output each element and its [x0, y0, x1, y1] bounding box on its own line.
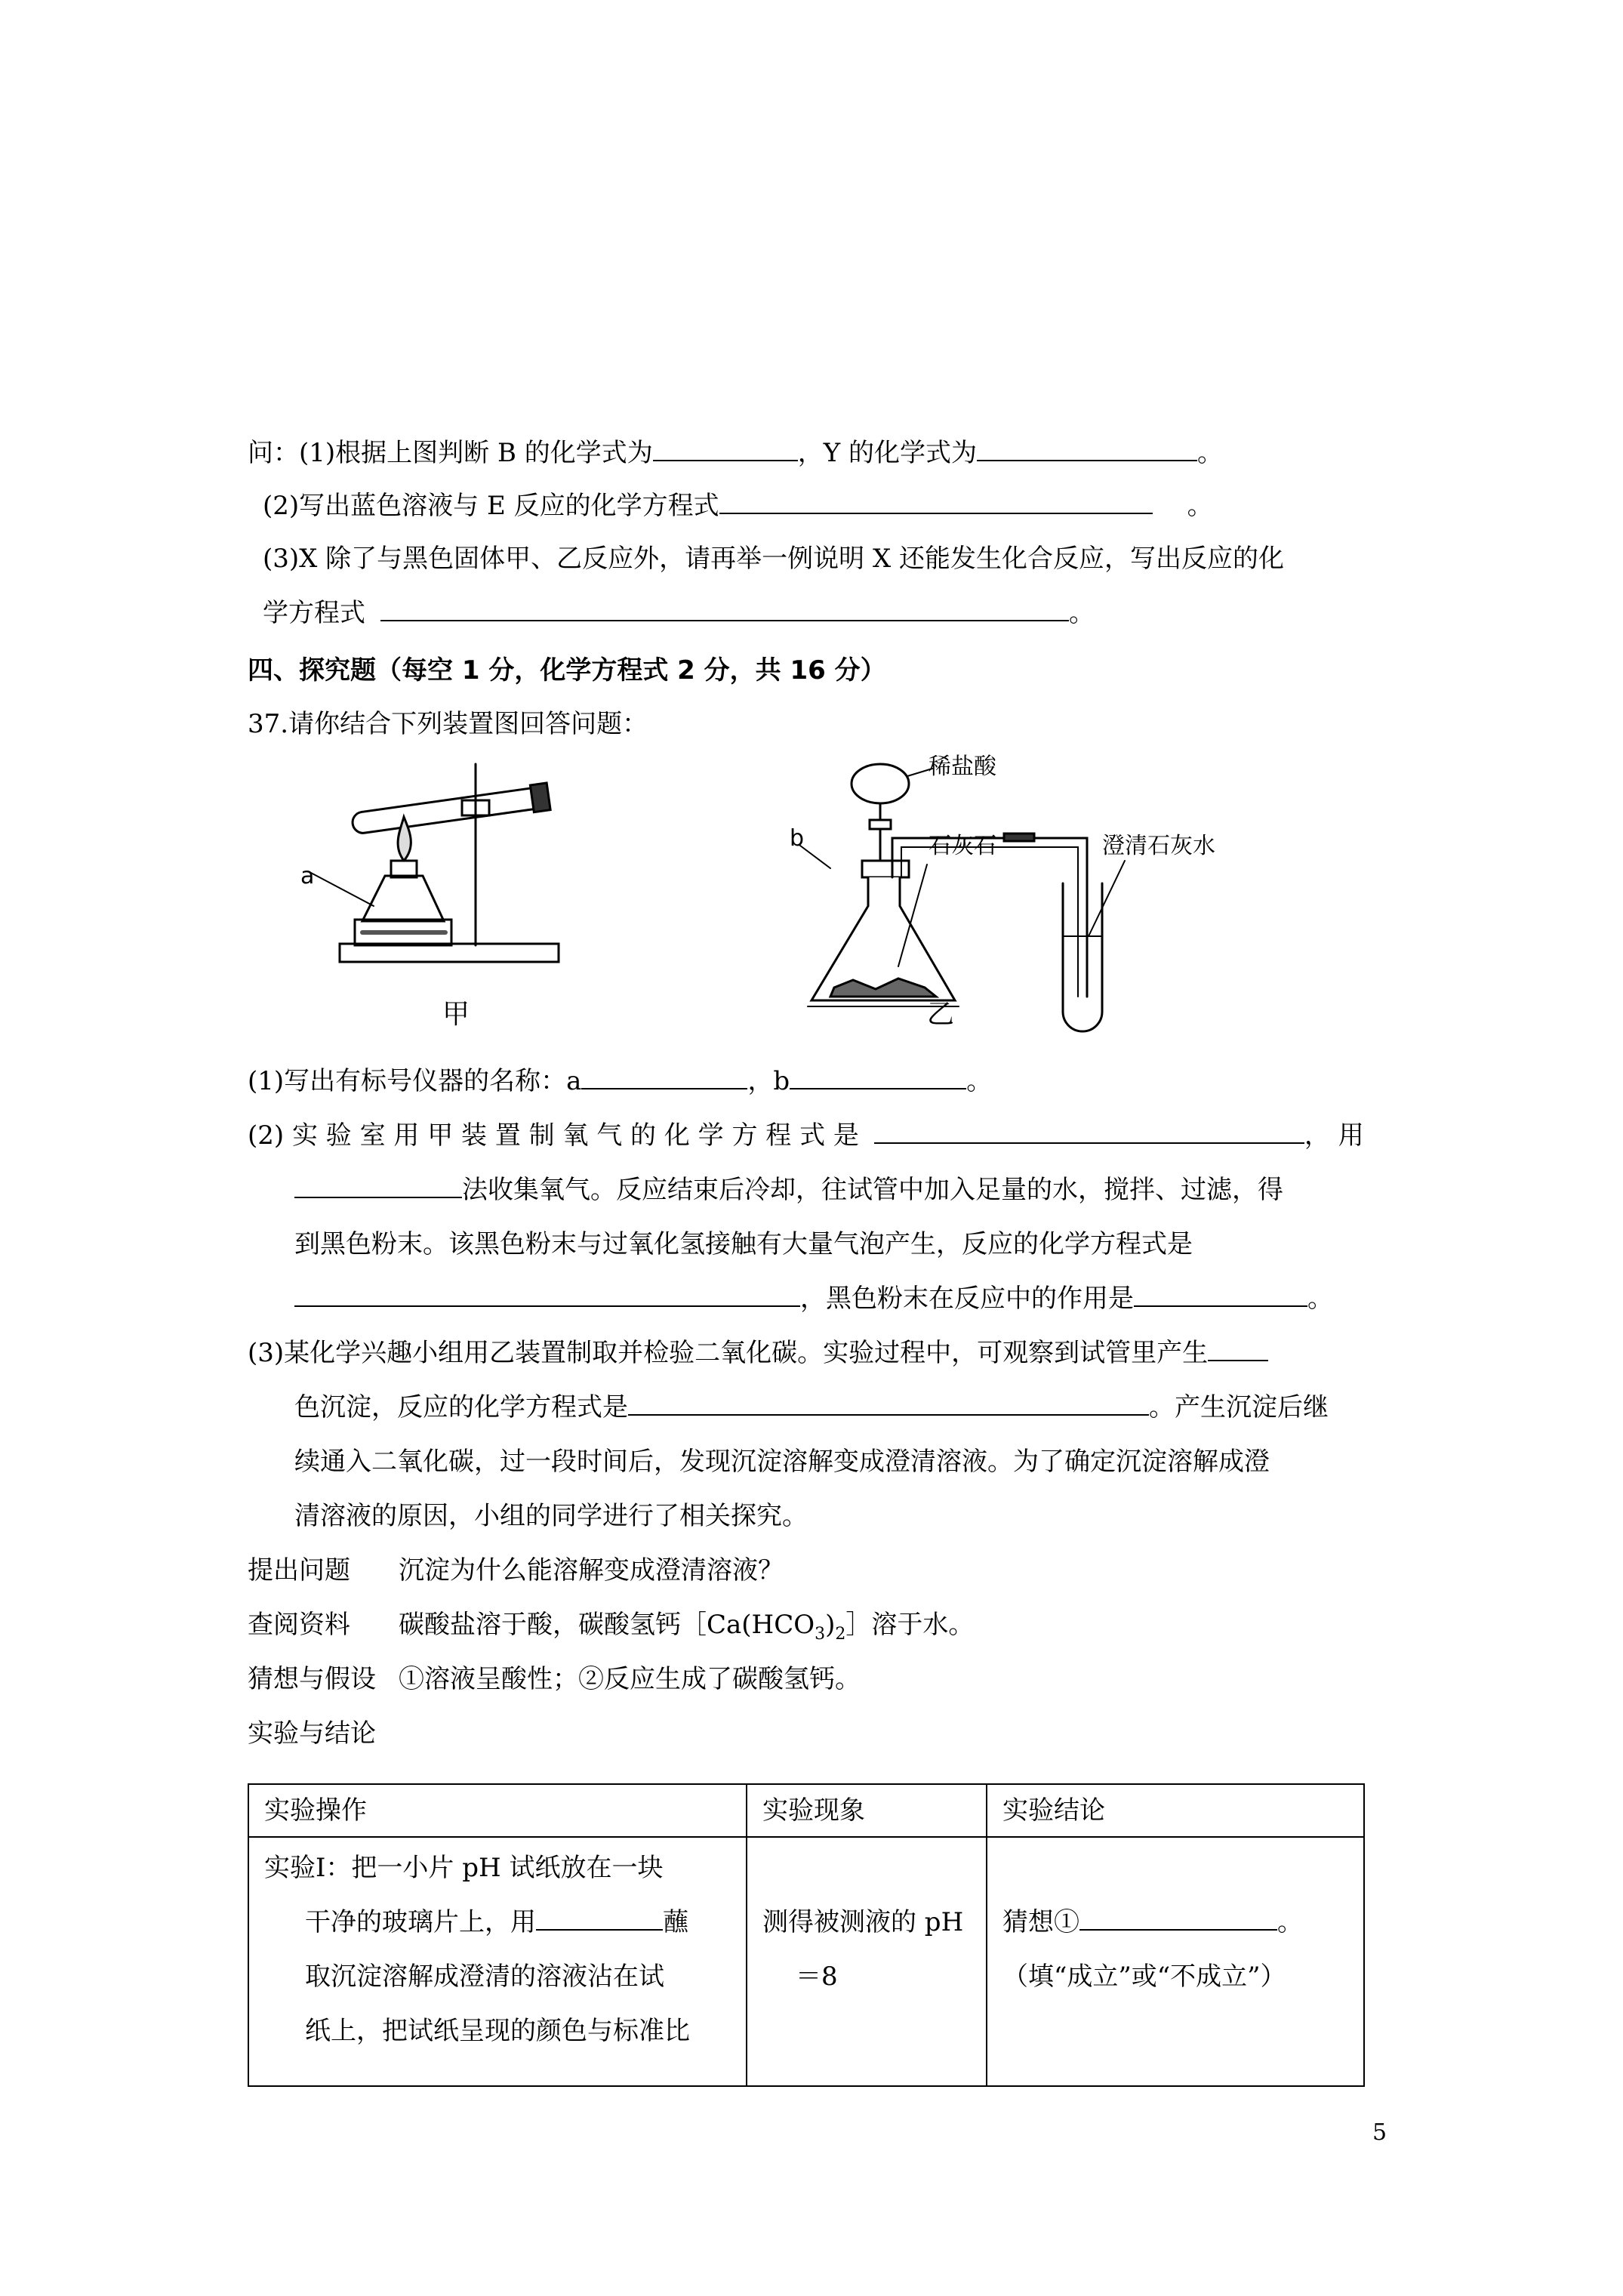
reference-info-row: 查阅资料 碳酸盐溶于酸，碳酸氢钙$[Ca(HCO_3)_2]$溶于水。: [248, 1610, 975, 1644]
q37-part-3-line-3: 续通入二氧化碳，过一段时间后，发现沉淀溶解变成澄清溶液。为了确定沉淀溶解成澄: [294, 1447, 1270, 1477]
answer-blank-peroxide-equation[interactable]: [294, 1283, 800, 1307]
answer-blank-combination-equation[interactable]: [380, 597, 1069, 621]
separatory-funnel: [852, 764, 909, 803]
answer-blank-y-formula[interactable]: [977, 437, 1197, 461]
answer-blank-hypothesis-1[interactable]: [1079, 1906, 1277, 1931]
limewater-test-tube: [1063, 883, 1102, 1031]
figure-caption-jia: 甲: [442, 999, 470, 1030]
alcohol-lamp: [362, 876, 444, 921]
figure-caption-yi: 乙: [927, 999, 955, 1030]
answer-blank-blue-solution-equation[interactable]: [719, 490, 1153, 514]
section-heading: 四、探究题（每空 1 分，化学方程式 2 分，共 16 分）: [248, 655, 886, 686]
label-b: b: [790, 825, 805, 852]
q37-part-1: (1)写出有标号仪器的名称：a ，b 。: [248, 1066, 993, 1096]
label-dilute-hcl: 稀盐酸: [929, 754, 996, 780]
answer-blank-limewater-equation[interactable]: [628, 1391, 1149, 1416]
q37-part-2-line-2: 法收集氧气。反应结束后冷却，往试管中加入足量的水，搅拌、过滤，得: [294, 1173, 1283, 1207]
q36-line-1: 问：(1)根据上图判断 B 的化学式为 ，Y 的化学式为 。: [248, 438, 1224, 468]
answer-blank-b-name[interactable]: [790, 1065, 966, 1089]
q37-part-2-line-1: (2) 实 验 室 用 甲 装 置 制 氧 气 的 化 学 方 程 式 是 ， 用: [248, 1120, 1364, 1151]
experiment-table: [248, 1783, 1365, 2087]
answer-blank-oxygen-equation[interactable]: [874, 1120, 1304, 1144]
table-header-row: [248, 1784, 1364, 1837]
answer-blank-catalyst-role[interactable]: [1134, 1283, 1307, 1307]
q37-part-3-line-1: (3)某化学兴趣小组用乙装置制取并检验二氧化碳。实验过程中，可观察到试管里产生: [248, 1336, 1268, 1370]
answer-blank-a-name[interactable]: [581, 1065, 747, 1089]
cell-operation: 实验Ⅰ：把一小片 pH 试纸放在一块 干净的玻璃片上，用 蘸 取沉淀溶解成澄清的溶液沾在试 纸上，把试纸呈现的颜色与标准比: [248, 1837, 747, 2086]
answer-blank-dipping-tool[interactable]: [536, 1906, 663, 1931]
answer-blank-b-formula[interactable]: [653, 437, 798, 461]
q37-intro: 37.请你结合下列装置图回答问题：: [248, 709, 648, 739]
test-tube: [351, 783, 550, 837]
q36-line-4: 学方程式 。: [263, 598, 1095, 628]
header-phenomenon: 实验现象: [747, 1784, 987, 1837]
q36-line-2: (2)写出蓝色溶液与 E 反应的化学方程式 。: [263, 491, 1213, 521]
cell-phenomenon: 测得被测液的 pH ＝8: [747, 1837, 987, 2086]
q37-part-3-line-2: 色沉淀，反应的化学方程式是 。产生沉淀后继: [294, 1392, 1329, 1422]
hypothesis-row: 猜想与假设 ①溶液呈酸性；②反应生成了碳酸氢钙。: [248, 1664, 861, 1694]
cell-conclusion: 猜想① 。 （填“成立”或“不成立”）: [987, 1837, 1364, 2086]
experiment-conclusion-label: 实验与结论: [248, 1718, 376, 1749]
q36-equation-prompt: (2)写出蓝色溶液与 E 反应的化学方程式: [263, 491, 719, 521]
answer-blank-collection-method[interactable]: [294, 1174, 462, 1198]
iron-stand-base: [340, 944, 559, 962]
label-limewater: 澄清石灰水: [1102, 833, 1215, 859]
answer-blank-precipitate-color[interactable]: [1208, 1337, 1268, 1361]
q36-line-3: (3)X 除了与黑色固体甲、乙反应外，请再举一例说明 X 还能发生化合反应，写出反应的化: [263, 544, 1284, 574]
q37-part-2-line-4: ，黑色粉末在反应中的作用是 。: [294, 1282, 1333, 1315]
header-conclusion: 实验结论: [987, 1784, 1364, 1837]
q36-y-formula-prompt: ，Y 的化学式为: [797, 438, 978, 468]
header-operation: 实验操作: [248, 1784, 747, 1837]
q36-b-formula-prompt: 问：(1)根据上图判断 B 的化学式为: [248, 438, 653, 468]
q37-part-3-line-4: 清溶液的原因，小组的同学进行了相关探究。: [294, 1501, 808, 1531]
label-a: a: [300, 863, 315, 889]
label-limestone: 石灰石: [929, 833, 996, 859]
conical-flask: [812, 877, 955, 1000]
ask-question-row: 提出问题 沉淀为什么能溶解变成澄清溶液？: [248, 1555, 784, 1586]
apparatus-figure: [249, 747, 1427, 1042]
q37-part-2-line-3: 到黑色粉末。该黑色粉末与过氧化氢接触有大量气泡产生，反应的化学方程式是: [294, 1229, 1193, 1259]
table-row: [248, 1837, 1364, 2086]
page-number: 5: [1372, 2119, 1387, 2146]
